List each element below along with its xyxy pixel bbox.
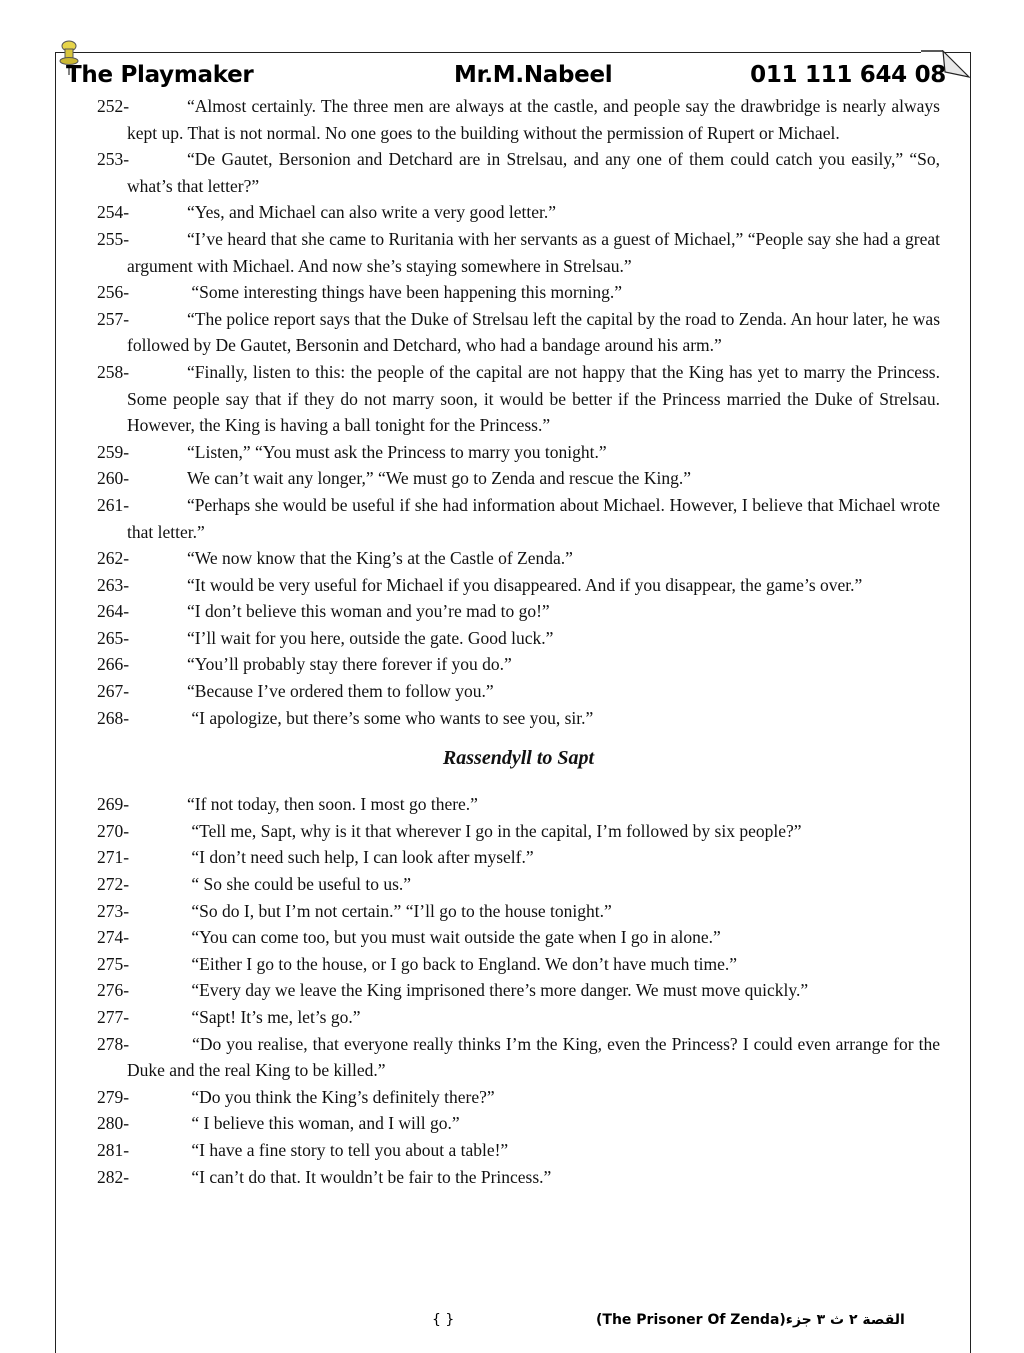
quote-line [97,359,940,439]
quote-line [97,439,940,466]
line-number: 279- [97,1086,130,1107]
quote-line [97,492,940,545]
line-number: 260- [97,468,130,489]
line-number: 264- [97,601,130,622]
header-brand: The Playmaker [66,62,254,88]
line-number: 280- [97,1113,130,1134]
line-number: 263- [97,574,130,595]
line-number: 254- [97,202,130,223]
document-body [97,93,940,1190]
line-number: 277- [97,1007,130,1027]
numbered-list-b [97,791,940,1190]
quote-line [97,1004,940,1031]
header-teacher: Mr.M.Nabeel [454,62,613,88]
header-phone: 011 111 644 08 [750,62,946,88]
line-number: 282- [97,1166,130,1187]
line-number: 267- [97,681,130,702]
quote-line [97,951,940,978]
quote-line [97,598,940,625]
quote-line [97,791,940,818]
line-text: “I apologize, but there’s some who wants to see you, sir.” [187,707,594,728]
page-footer [420,1312,960,1332]
line-number: 266- [97,654,130,675]
quote-line [97,625,940,652]
line-text: “If not today, then soon. I most go there.” [187,794,478,815]
line-text: “Every day we leave the King imprisoned there’s more danger. We must move quickly.” [187,980,809,1001]
line-number: 273- [97,900,130,921]
line-text: “Listen,” “You must ask the Princess to marry you tonight.” [187,441,607,462]
line-text: “I’ve heard that she came to Ruritania with her servants as a guest of Michael,” “People say she had a great argument with Michael. And now she’s staying somewhere in Strelsau.” [127,228,940,276]
quote-line [97,844,940,871]
line-text: “Yes, and Michael can also write a very good letter.” [187,202,557,223]
quote-line [97,818,940,845]
quote-line [97,1164,940,1191]
line-number: 281- [97,1139,130,1160]
quote-line [97,924,940,951]
line-text: “You’ll probably stay there forever if you do.” [187,654,512,675]
line-text: “Sapt! It’s me, let’s go.” [187,1007,361,1027]
line-number: 265- [97,627,130,648]
line-text: “ I believe this woman, and I will go.” [187,1113,460,1134]
line-text: “It would be very useful for Michael if you disappeared. And if you disappear, the game’s over.” [187,574,863,595]
numbered-list-a [97,93,940,731]
line-text: “Finally, listen to this: the people of the capital are not happy that the King has yet to marry the Princess. Some people say that if they do not marry soon, it would be better if the Princess married the Duke of Strelsau. However, the King is having a ball tonight for the Princess.” [127,361,940,436]
quote-line [97,651,940,678]
line-text: “So do I, but I’m not certain.” “I’ll go to the house tonight.” [187,900,612,921]
line-text: “Do you realise, that everyone really thinks I’m the King, even the Princess? I could even arrange for the Duke and the real King to be killed.” [127,1033,940,1081]
line-number: 259- [97,441,130,462]
line-number: 271- [97,847,130,868]
quote-line [97,93,940,146]
quote-line [97,545,940,572]
line-number: 274- [97,927,130,948]
quote-line [97,146,940,199]
quote-line [97,1110,940,1137]
line-number: 257- [97,308,130,329]
line-text: “Because I’ve ordered them to follow you.” [187,681,494,702]
line-number: 256- [97,282,130,303]
line-text: “Almost certainly. The three men are always at the castle, and people say the drawbridge is nearly always kept up. That is not normal. No one goes to the building without the permission of Rupert or Michael. [127,96,940,143]
footer-page-number: { } [432,1312,455,1328]
quote-line [97,898,940,925]
line-number: 278- [97,1033,130,1054]
line-text: We can’t wait any longer,” “We must go to Zenda and rescue the King.” [187,468,691,489]
line-text: “I don’t need such help, I can look after myself.” [187,847,534,868]
line-number: 252- [97,96,130,116]
line-text: “You can come too, but you must wait outside the gate when I go in alone.” [187,927,721,948]
quote-line [97,226,940,279]
line-text: “Do you think the King’s definitely there?” [187,1086,495,1107]
line-text: “Tell me, Sapt, why is it that wherever I go in the capital, I’m followed by six people?” [187,820,802,841]
line-text: “ So she could be useful to us.” [187,874,412,895]
line-text: “I can’t do that. It wouldn’t be fair to the Princess.” [187,1166,552,1187]
quote-line [97,306,940,359]
quote-line [97,572,940,599]
footer-title: (The Prisoner Of Zenda)القصة ٢ ث ٣ جزء [596,1312,905,1328]
line-number: 262- [97,548,130,569]
quote-line [97,279,940,306]
quote-line [97,1137,940,1164]
line-number: 275- [97,953,130,974]
line-number: 269- [97,794,130,815]
quote-line [97,678,940,705]
quote-line [97,1084,940,1111]
section-title: Rassendyll to Sapt [442,747,595,770]
line-number: 270- [97,820,130,841]
quote-line [97,1031,940,1084]
line-text: “The police report says that the Duke of Strelsau left the capital by the road to Zenda. An hour later, he was followed by De Gautet, Bersonin and Detchard, who had a bandage around his arm.” [127,308,940,356]
line-number: 268- [97,707,130,728]
line-number: 272- [97,874,130,895]
line-number: 258- [97,361,130,382]
line-text: “I don’t believe this woman and you’re mad to go!” [187,601,550,622]
line-text: “Some interesting things have been happening this morning.” [187,282,622,303]
line-text: “De Gautet, Bersonion and Detchard are in Strelsau, and any one of them could catch you easily,” “So, what’s that letter?” [127,149,940,196]
quote-line [97,199,940,226]
line-text: “I’ll wait for you here, outside the gate. Good luck.” [187,627,554,648]
line-text: “We now know that the King’s at the Castle of Zenda.” [187,548,573,569]
line-number: 276- [97,980,130,1001]
line-number: 261- [97,494,130,515]
line-number: 255- [97,228,130,249]
quote-line [97,465,940,492]
line-text: “I have a fine story to tell you about a table!” [187,1139,509,1160]
line-number: 253- [97,149,130,170]
line-text: “Either I go to the house, or I go back to England. We don’t have much time.” [187,953,738,974]
quote-line [97,871,940,898]
quote-line [97,977,940,1004]
quote-line [97,705,940,732]
page-header [66,60,946,94]
line-text: “Perhaps she would be useful if she had information about Michael. However, I believe that Michael wrote that letter.” [127,494,940,542]
